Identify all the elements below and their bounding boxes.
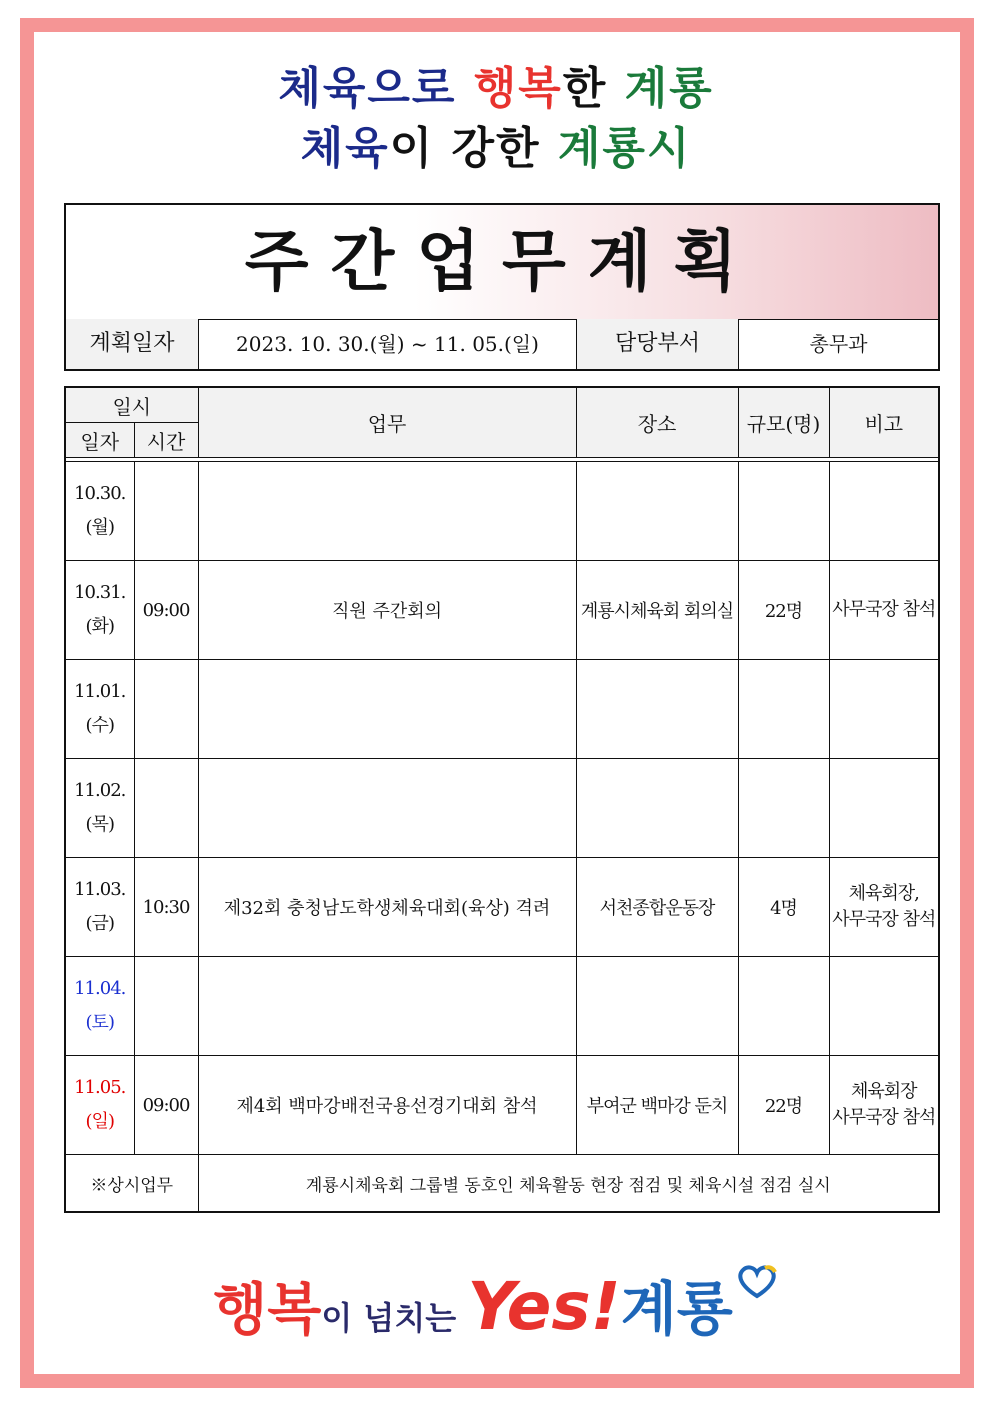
row-date — [65, 462, 134, 561]
weekly-plan-table — [64, 386, 940, 1213]
slogan-part: 체육 — [300, 123, 390, 174]
row-time: 09:00 — [134, 1056, 198, 1155]
slogan-part: 행복 — [473, 63, 563, 114]
row-time: 10:30 — [134, 858, 198, 957]
row-task — [198, 660, 576, 759]
row-note-line1: 체육회장 — [850, 1081, 917, 1102]
row-day-value: (토) — [85, 1012, 114, 1033]
row-note — [829, 561, 939, 660]
row-date-value: 10.30. — [74, 483, 126, 504]
row-note — [829, 462, 939, 561]
row-day-value: (화) — [85, 616, 114, 637]
header-slogan-line2 — [0, 112, 992, 176]
row-task: 직원 주간회의 — [198, 561, 576, 660]
row-place — [576, 462, 738, 561]
header-task: 업무 — [198, 387, 576, 458]
header-place: 장소 — [576, 387, 738, 458]
dept-label: 담당부서 — [577, 319, 739, 369]
routine-row — [65, 1155, 939, 1213]
row-scale: 22명 — [738, 1056, 829, 1155]
row-day-value: (일) — [85, 1111, 114, 1132]
row-date-value: 11.04. — [74, 978, 126, 999]
row-date-value: 11.02. — [74, 780, 126, 801]
row-date — [65, 561, 134, 660]
row-date-value: 11.03. — [74, 879, 126, 900]
row-day-value: (목) — [85, 814, 114, 835]
row-place — [576, 957, 738, 1056]
table-row — [65, 858, 939, 957]
row-date — [65, 759, 134, 858]
footer-slogan-middle: 이 넘치는 — [321, 1299, 468, 1337]
row-place: 서천종합운동장 — [576, 858, 738, 957]
row-time: 09:00 — [134, 561, 198, 660]
title-box — [64, 203, 940, 371]
row-time — [134, 462, 198, 561]
table-row — [65, 660, 939, 759]
slogan-part: 계룡 — [624, 63, 714, 114]
plan-date-label: 계획일자 — [66, 319, 199, 369]
row-task — [198, 957, 576, 1056]
routine-label: ※상시업무 — [65, 1155, 198, 1213]
row-scale: 4명 — [738, 858, 829, 957]
row-date-value: 10.31. — [74, 582, 126, 603]
heart-icon — [735, 1262, 779, 1306]
table-row — [65, 462, 939, 561]
slogan-part: 이 강한 — [389, 123, 558, 174]
row-day-value: (월) — [85, 517, 114, 538]
row-place: 계룡시체육회 회의실 — [576, 561, 738, 660]
row-time — [134, 759, 198, 858]
footer-slogan-city: 계룡 — [620, 1275, 733, 1343]
header-slogan-line1 — [0, 52, 992, 116]
header-date: 일자 — [65, 423, 134, 458]
slogan-part: 한 — [562, 63, 625, 114]
row-scale — [738, 462, 829, 561]
row-task: 제4회 백마강배전국용선경기대회 참석 — [198, 1056, 576, 1155]
header-note: 비고 — [829, 387, 939, 458]
routine-value: 계룡시체육회 그룹별 동호인 체육활동 현장 점검 및 체육시설 점검 실시 — [198, 1155, 939, 1213]
row-time — [134, 957, 198, 1056]
row-place — [576, 660, 738, 759]
row-day-value: (수) — [85, 715, 114, 736]
row-date — [65, 660, 134, 759]
table-row — [65, 561, 939, 660]
row-scale — [738, 957, 829, 1056]
row-date — [65, 1056, 134, 1155]
footer-slogan-yes: Yes! — [467, 1268, 621, 1345]
row-scale — [738, 660, 829, 759]
row-scale — [738, 759, 829, 858]
footer-slogan-happy: 행복 — [213, 1278, 322, 1343]
table-row — [65, 759, 939, 858]
row-date — [65, 957, 134, 1056]
info-row — [66, 319, 938, 369]
row-note — [829, 858, 939, 957]
row-scale: 22명 — [738, 561, 829, 660]
table-row — [65, 957, 939, 1056]
plan-date-value: 2023. 10. 30.(월) ~ 11. 05.(일) — [199, 319, 577, 369]
row-note — [829, 957, 939, 1056]
row-time — [134, 660, 198, 759]
slogan-part: 체육으로 — [278, 63, 474, 114]
row-note-line2: 사무국장 참석 — [832, 1107, 936, 1128]
row-note-line2: 사무국장 참석 — [832, 909, 936, 930]
dept-value: 총무과 — [809, 332, 868, 356]
row-date-value: 11.05. — [74, 1077, 126, 1098]
row-task — [198, 462, 576, 561]
header-scale: 규모(명) — [738, 387, 829, 458]
row-place: 부여군 백마강 둔치 — [576, 1056, 738, 1155]
row-note — [829, 1056, 939, 1155]
row-date — [65, 858, 134, 957]
slogan-part: 계룡시 — [557, 123, 692, 174]
page-title: 주간업무계획 — [66, 205, 938, 320]
row-note-line1: 체육회장, — [848, 883, 919, 904]
row-note-line1: 사무국장 참석 — [832, 599, 936, 620]
row-note — [829, 660, 939, 759]
header-time: 시간 — [134, 423, 198, 458]
row-day-value: (금) — [85, 913, 114, 934]
header-datetime: 일시 — [65, 387, 198, 423]
footer-slogan — [0, 1262, 992, 1346]
row-note — [829, 759, 939, 858]
table-row — [65, 1056, 939, 1155]
row-place — [576, 759, 738, 858]
row-task — [198, 759, 576, 858]
row-task: 제32회 충청남도학생체육대회(육상) 격려 — [198, 858, 576, 957]
row-date-value: 11.01. — [74, 681, 126, 702]
